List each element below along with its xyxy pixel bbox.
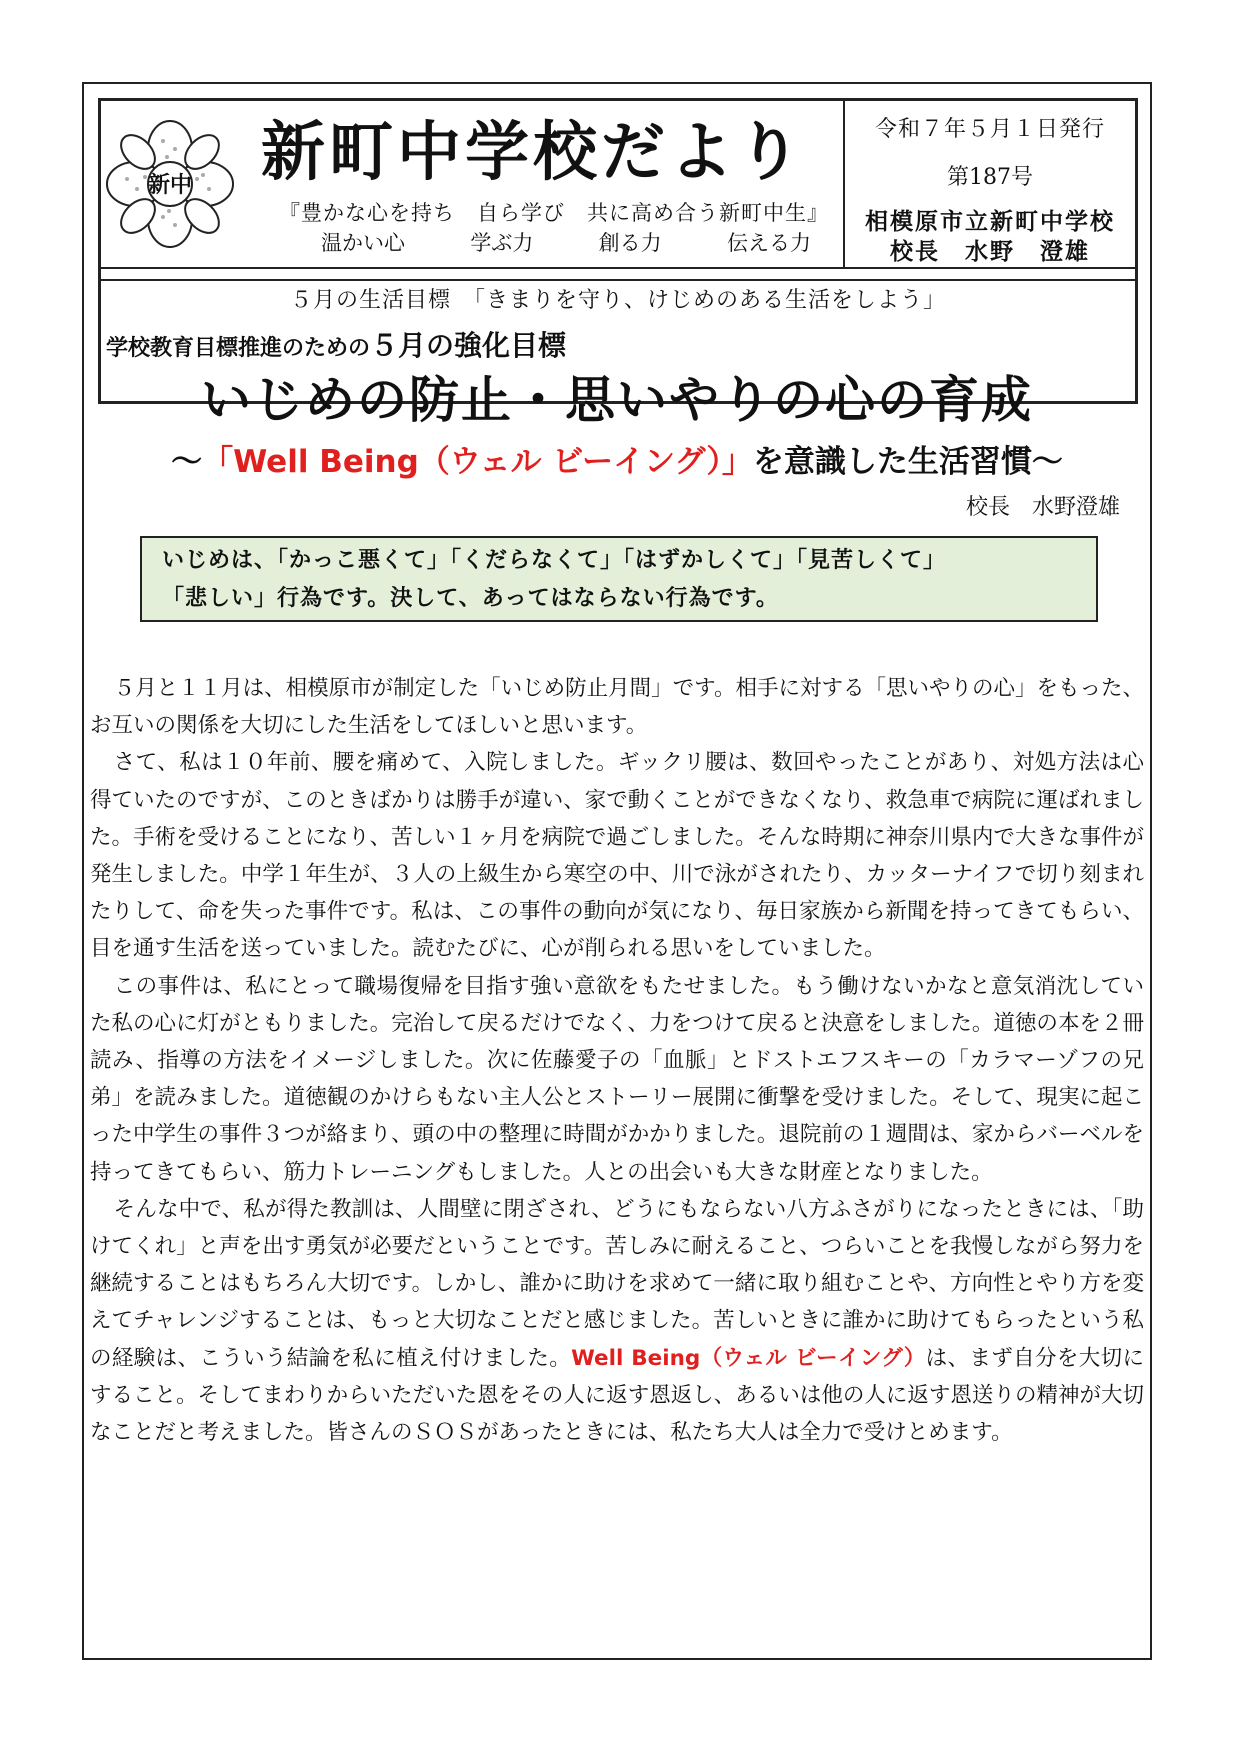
virtue-item: 温かい心 <box>321 231 405 255</box>
kicker-emphasis: ５月の強化目標 <box>370 329 567 362</box>
issue-number: 第187号 <box>947 165 1033 190</box>
school-emblem-icon <box>105 119 235 249</box>
newsletter-page <box>82 82 1152 1660</box>
callout-line: いじめは、「かっこ悪くて」「くだらなくて」「はずかしくて」「見苦しくて」 <box>162 548 947 573</box>
callout-line: 「悲しい」行為です。決して、あってはならない行為です。 <box>162 586 779 611</box>
anti-bullying-callout <box>140 536 1098 622</box>
article-body <box>90 670 1144 1451</box>
kicker-text: 学校教育目標推進のための <box>106 336 371 361</box>
issue-info <box>843 101 1135 267</box>
last-paragraph-wellbeing: Well Being（ウェル ビーイング） <box>571 1345 926 1371</box>
monthly-life-goal: ５月の生活目標 「きまりを守り、けじめのある生活をしよう」 <box>101 279 1135 319</box>
body-paragraph: さて、私は１０年前、腰を痛めて、入院しました。ギックリ腰は、数回やったことがあり、対処方法は心得ていたのですが、このときばかりは勝手が違い、家で動くことができなくなり、救急車で病院に運ばれました。手術を受けることになり、苦しい１ヶ月を病院で過ごしました。そんな時期に神奈川県内で大きな事件が発生しました。中学１年生が、３人の上級生から寒空の中、川で泳がされたり、カッターナイフで切り刻まれたりして、命を失った事件です。私は、この事件の動向が気になり、毎日家族から新聞を持ってきてもらい、目を通す生活を送っていました。読むたびに、心が削られる思いをしていました。 <box>90 750 1144 962</box>
article-byline: 校長 水野澄雄 <box>965 495 1120 520</box>
subhead-open: ～ <box>171 444 203 480</box>
principal-name: 校長 水野 澄雄 <box>890 238 1090 265</box>
virtue-item: 創る力 <box>598 231 662 255</box>
subhead-rest: を意識した生活習慣～ <box>752 444 1063 480</box>
newsletter-title: 新町中学校だより <box>261 116 805 190</box>
body-paragraph: この事件は、私にとって職場復帰を目指す強い意欲をもたせました。もう働けないかなと意気消沈していた私の心に灯がともりました。完治して戻るだけでなく、力をつけて戻ると決意をしました。道徳の本を２冊読み、指導の方法をイメージしました。次に佐藤愛子の「血脈」とドストエフスキーの「カラマーゾフの兄弟」を読みました。道徳観のかけらもない主人公とストーリー展開に衝撃を受けました。そして、現実に起こった中学生の事件３つが絡まり、頭の中の整理に時間がかかりました。退院前の１週間は、家からバーベルを持ってきてもらい、筋力トレーニングもしました。人との出会いも大きな財産となりました。 <box>90 973 1144 1185</box>
article-subhead <box>84 440 1150 484</box>
article-headline: いじめの防止・思いやりの心の育成 <box>201 371 1033 429</box>
body-paragraph: ５月と１１月は、相模原市が制定した「いじめ防止月間」です。相手に対する「思いやりの心」をもった、お互いの関係を大切にした生活をしてほしいと思います。 <box>90 676 1144 739</box>
virtues-row <box>321 229 811 257</box>
emblem-text: 新中 <box>147 172 193 198</box>
virtue-item: 伝える力 <box>726 231 811 255</box>
school-name: 相模原市立新町中学校 <box>865 208 1115 235</box>
last-paragraph-text: そんな中で、私が得た教訓は、人間壁に閉ざされ、どうにもならない八方ふさがりになったときには、「助けてくれ」と声を出す勇気が必要だということです。苦しみに耐えること、つらいことを我慢しながら努力を継続することはもちろん大切です。しかし、誰かに助けを求めて一緒に取り組むことや、方向性とやり方を変えてチャレンジすることは、もっと大切なことだと感じました。苦しいときに誰かに助けてもらったという私の経験は、こういう結論を私に植え付けました。 <box>90 1196 1144 1371</box>
school-motto: 『豊かな心を持ち 自ら学び 共に高め合う新町中生』 <box>279 201 829 225</box>
masthead-top <box>101 101 1135 269</box>
last-paragraph-rest: は、まず自分を大切にすること。そしてまわりからいただいた恩をその人に返す恩返し、あるいは他の人に返す恩送りの精神が大切なことだと考えました。皆さんのＳＯＳがあったときには、私たち大人は全力で受けとめます。 <box>90 1345 1144 1446</box>
virtue-item: 学ぶ力 <box>470 231 534 255</box>
issue-date: 令和７年５月１日発行 <box>874 117 1105 142</box>
article-kicker <box>106 330 566 365</box>
body-paragraph-last <box>90 1191 1144 1451</box>
subhead-wellbeing: 「Well Being（ウェル ビーイング）」 <box>202 444 753 480</box>
